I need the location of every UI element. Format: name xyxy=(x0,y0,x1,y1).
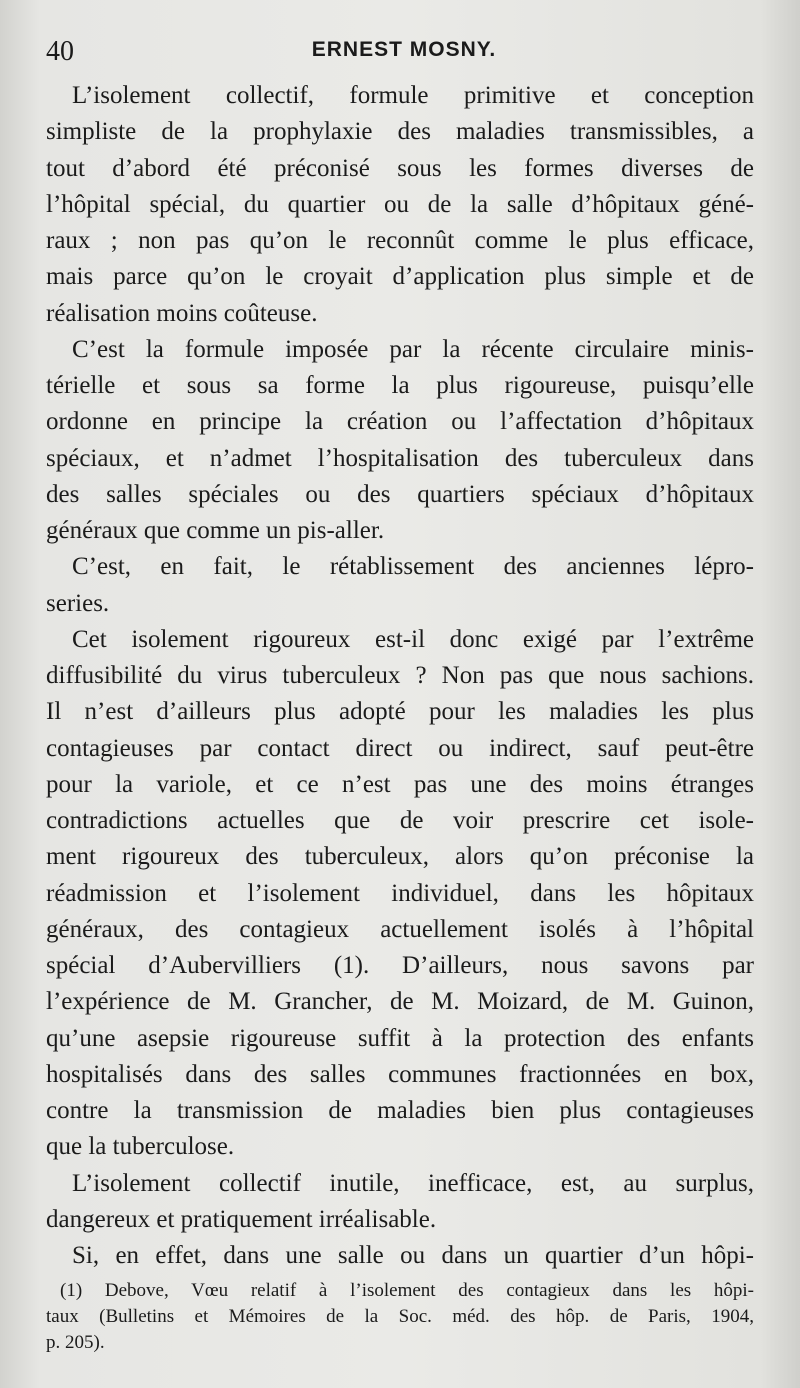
text-line: généraux, des contagieux actuellement isolés à l’hôpital xyxy=(46,915,754,943)
text-line: tout d’abord été préconisé sous les formes diverses de xyxy=(46,154,754,182)
text-line: pour la variole, et ce n’est pas une des moins étranges xyxy=(46,770,754,798)
text-line: réalisation moins coûteuse. xyxy=(46,299,318,327)
text-line: dangereux et pratiquement irréalisable. xyxy=(46,1205,437,1233)
text-line: Si, en effet, dans une salle ou dans un quartier d’un hôpi- xyxy=(72,1242,754,1269)
text-line: contradictions actuelles que de voir prescrire cet isole- xyxy=(46,807,754,834)
text-line: series. xyxy=(46,589,110,617)
text-line: Cet isolement rigoureux est-il donc exigé par l’extrême xyxy=(72,625,754,653)
text-line: térielle et sous sa forme la plus rigoureuse, puisqu’elle xyxy=(46,372,754,399)
text-line: des salles spéciales ou des quartiers spéciaux d’hôpitaux xyxy=(46,480,754,508)
page-number: 40 xyxy=(46,36,74,67)
page-header xyxy=(46,30,762,70)
text-line: ordonne en principe la création ou l’affectation d’hôpitaux xyxy=(46,408,754,436)
running-head: ERNEST MOSNY. xyxy=(311,38,497,61)
text-line: C’est la formule imposée par la récente circulaire minis- xyxy=(72,335,754,363)
text-line: que la tuberculose. xyxy=(46,1133,235,1161)
text-line: l’expérience de M. Grancher, de M. Moizard, de M. Guinon, xyxy=(46,988,754,1016)
text-line: l’hôpital spécial, du quartier ou de la salle d’hôpitaux géné- xyxy=(46,190,754,218)
text-line: raux ; non pas qu’on le reconnût comme le plus efficace, xyxy=(46,227,754,254)
text-line: qu’une asepsie rigoureuse suffit à la protection des enfants xyxy=(46,1024,754,1052)
footnote-line: taux (Bulletins et Mémoires de la Soc. méd. des hôp. de Paris, 1904, xyxy=(46,1306,754,1327)
text-line: L’isolement collectif inutile, inefficace, est, au surplus, xyxy=(72,1169,754,1197)
text-line: ment rigoureux des tuberculeux, alors qu’on préconise la xyxy=(46,843,754,871)
footnote-line: (1) Debove, Vœu relatif à l’isolement des contagieux dans les hôpi- xyxy=(60,1280,754,1301)
text-line: contagieuses par contact direct ou indirect, sauf peut-être xyxy=(46,734,754,762)
text-line: spécial d’Aubervilliers (1). D’ailleurs, nous savons par xyxy=(46,952,754,979)
footnote-line: p. 205). xyxy=(46,1332,105,1353)
text-line: hospitalisés dans des salles communes fractionnées en box, xyxy=(46,1060,754,1088)
body-text xyxy=(46,78,754,1274)
text-line: Il n’est d’ailleurs plus adopté pour les maladies les plus xyxy=(46,698,754,726)
text-line: L’isolement collectif, formule primitive et conception xyxy=(72,82,754,109)
text-line: simpliste de la prophylaxie des maladies transmissibles, a xyxy=(46,118,754,146)
footnotes xyxy=(46,1278,754,1356)
text-line: diffusibilité du virus tuberculeux ? Non pas que nous sachions. xyxy=(46,662,754,689)
text-line: mais parce qu’on le croyait d’application plus simple et de xyxy=(46,263,754,291)
text-line: généraux que comme un pis-aller. xyxy=(46,517,385,544)
text-line: spéciaux, et n’admet l’hospitalisation des tuberculeux dans xyxy=(46,444,754,472)
text-line: C’est, en fait, le rétablissement des anciennes lépro- xyxy=(72,553,754,581)
text-line: contre la transmission de maladies bien plus contagieuses xyxy=(46,1097,754,1124)
text-line: réadmission et l’isolement individuel, dans les hôpitaux xyxy=(46,879,754,907)
